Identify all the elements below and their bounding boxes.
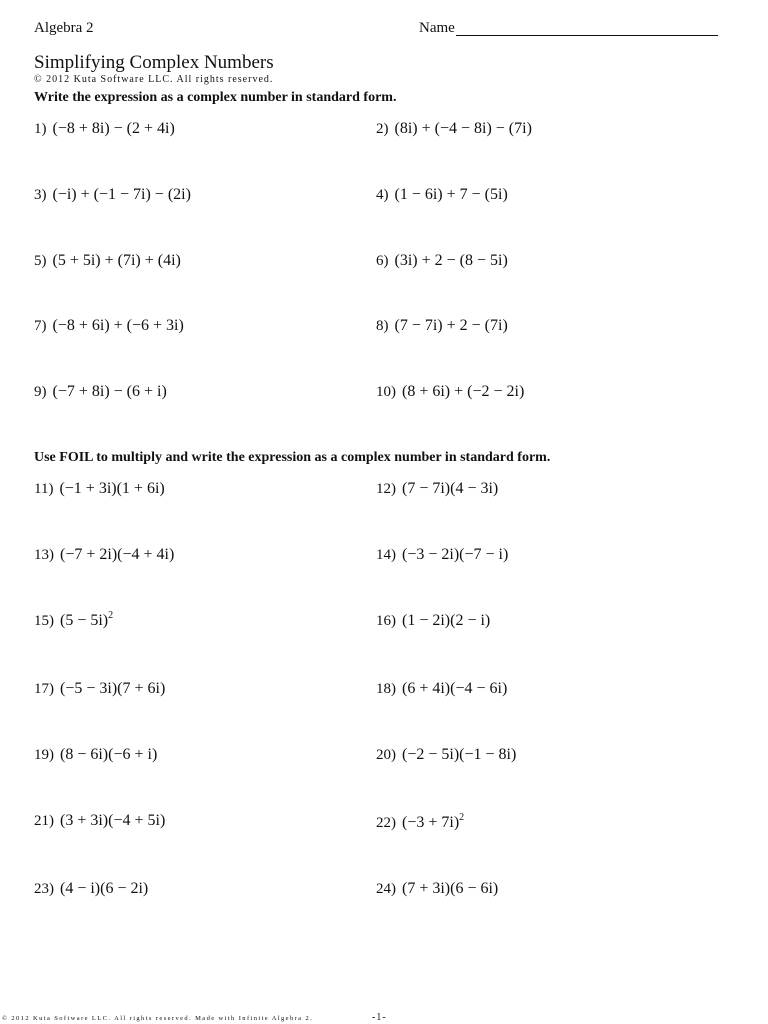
problem-3 [34, 186, 191, 204]
problem-16 [376, 612, 490, 630]
problem-number: 15) [34, 613, 54, 629]
problem-number: 1) [34, 121, 47, 137]
name-blank-line[interactable] [456, 35, 718, 36]
problem-4 [376, 186, 508, 204]
problem-number: 6) [376, 253, 389, 269]
worksheet-title: Simplifying Complex Numbers [34, 52, 274, 73]
problem-number: 19) [34, 747, 54, 763]
problem-expression: (1 − 2i)(2 − i) [402, 612, 491, 629]
problem-expression: (−7 + 2i)(−4 + 4i) [60, 546, 175, 563]
problem-2 [376, 120, 532, 138]
section-2-instructions: Use FOIL to multiply and write the expression as a complex number in standard form. [34, 450, 551, 465]
problem-number: 22) [376, 815, 396, 831]
problem-exponent: 2 [108, 610, 114, 621]
problem-expression: (−8 + 6i) + (−6 + 3i) [52, 317, 184, 334]
problem-number: 9) [34, 384, 47, 400]
problem-number: 8) [376, 318, 389, 334]
problem-9 [34, 383, 167, 401]
problem-21 [34, 812, 165, 830]
problem-number: 12) [376, 481, 396, 497]
problem-expression: (−8 + 8i) − (2 + 4i) [52, 120, 175, 137]
problem-5 [34, 252, 181, 270]
problem-expression: (−5 − 3i)(7 + 6i) [60, 680, 166, 697]
problem-12 [376, 480, 498, 498]
problem-17 [34, 680, 165, 698]
problem-expression: (−7 + 8i) − (6 + i) [52, 383, 167, 400]
problem-expression: (5 + 5i) + (7i) + (4i) [52, 252, 181, 269]
problem-expression: (−1 + 3i)(1 + 6i) [59, 480, 165, 497]
name-label: Name [419, 20, 455, 36]
problem-expression [402, 814, 464, 831]
copyright-notice: © 2012 Kuta Software LLC. All rights reserved. [34, 74, 274, 85]
problem-number: 4) [376, 187, 389, 203]
problem-expression: (6 + 4i)(−4 − 6i) [402, 680, 508, 697]
problem-10 [376, 383, 524, 401]
problem-base: (−3 + 7i) [402, 814, 460, 831]
problem-expression: (7 − 7i)(4 − 3i) [402, 480, 499, 497]
problem-number: 14) [376, 547, 396, 563]
course-name: Algebra 2 [34, 20, 94, 36]
problem-24 [376, 880, 498, 898]
problem-6 [376, 252, 508, 270]
problem-number: 3) [34, 187, 47, 203]
problem-expression: (−3 − 2i)(−7 − i) [402, 546, 509, 563]
problem-number: 5) [34, 253, 47, 269]
problem-11 [34, 480, 165, 498]
problem-14 [376, 546, 508, 564]
problem-number: 21) [34, 813, 54, 829]
problem-18 [376, 680, 507, 698]
problem-22 [376, 814, 464, 832]
problem-expression: (8i) + (−4 − 8i) − (7i) [394, 120, 532, 137]
problem-number: 2) [376, 121, 389, 137]
problem-15 [34, 612, 113, 630]
problem-8 [376, 317, 508, 335]
problem-expression: (7 + 3i)(6 − 6i) [402, 880, 499, 897]
problem-expression: (3 + 3i)(−4 + 5i) [60, 812, 166, 829]
problem-expression: (1 − 6i) + 7 − (5i) [394, 186, 508, 203]
problem-expression: (−i) + (−1 − 7i) − (2i) [52, 186, 191, 203]
problem-expression: (4 − i)(6 − 2i) [60, 880, 149, 897]
problem-number: 20) [376, 747, 396, 763]
problem-13 [34, 546, 174, 564]
problem-20 [376, 746, 516, 764]
problem-number: 7) [34, 318, 47, 334]
problem-expression: (8 + 6i) + (−2 − 2i) [402, 383, 525, 400]
problem-expression [60, 612, 113, 629]
problem-19 [34, 746, 157, 764]
page-number: -1- [372, 1012, 387, 1023]
problem-expression: (3i) + 2 − (8 − 5i) [394, 252, 508, 269]
problem-expression: (8 − 6i)(−6 + i) [60, 746, 158, 763]
problem-number: 11) [34, 481, 54, 497]
problem-number: 24) [376, 881, 396, 897]
problem-number: 17) [34, 681, 54, 697]
problem-number: 16) [376, 613, 396, 629]
problem-expression: (−2 − 5i)(−1 − 8i) [402, 746, 517, 763]
problem-expression: (7 − 7i) + 2 − (7i) [394, 317, 508, 334]
section-1-instructions: Write the expression as a complex number in standard form. [34, 90, 397, 105]
problem-23 [34, 880, 148, 898]
problem-number: 18) [376, 681, 396, 697]
problem-number: 13) [34, 547, 54, 563]
problem-1 [34, 120, 175, 138]
problem-base: (5 − 5i) [60, 612, 109, 629]
problem-number: 23) [34, 881, 54, 897]
problem-number: 10) [376, 384, 396, 400]
footer-copyright: © 2012 Kuta Software LLC. All rights reserved. Made with Infinite Algebra 2. [2, 1015, 314, 1022]
problem-7 [34, 317, 184, 335]
problem-exponent: 2 [459, 812, 465, 823]
